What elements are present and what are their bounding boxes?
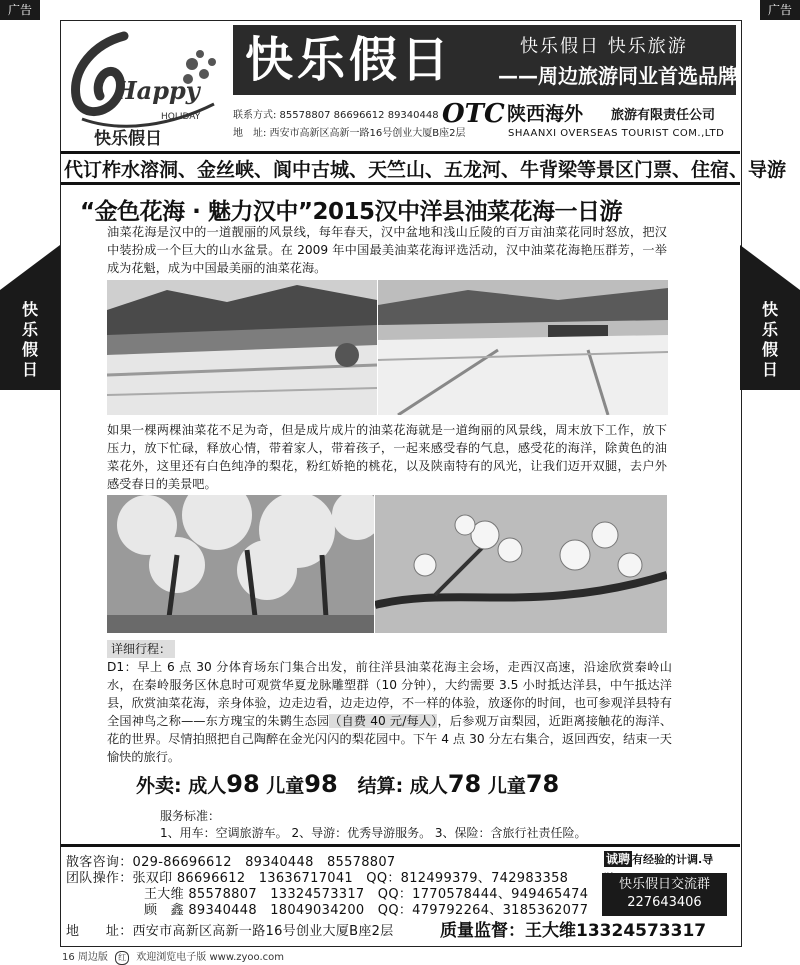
side-char: 乐: [761, 320, 778, 339]
otc-logo: OTC: [442, 99, 505, 129]
itinerary-label: 详细行程：: [107, 640, 175, 658]
headline: “金色花海 · 魅力汉中”2015汉中洋县油菜花海一日游: [80, 199, 622, 225]
contact-phone: 联系方式: 85578807 86696612 89340448: [233, 110, 439, 121]
pear-orchard-photo: [107, 495, 374, 633]
price-line: [136, 770, 559, 798]
ad-label-right: 广告: [760, 0, 800, 20]
banner-slogan: 快乐假日 快乐旅游: [520, 36, 688, 57]
settle-child-price: 78: [525, 770, 560, 798]
team-contact-gu: 顾 鑫 89340448 18049034200 QQ：479792264、3185362077: [144, 903, 589, 918]
retail-label: 外卖:: [136, 775, 182, 797]
itinerary-day1: [107, 658, 672, 766]
side-char: 快: [21, 300, 38, 319]
recruit-banner: [604, 848, 724, 870]
settle-label: 结算:: [357, 775, 404, 797]
ad-label-left: 广告: [0, 0, 40, 20]
footer-address: 地 址：西安市高新区高新一路16号创业大厦B座2层: [66, 924, 394, 939]
services-divider: [61, 182, 740, 185]
side-char: 假: [21, 340, 38, 359]
group-name: 快乐假日交流群: [618, 877, 710, 892]
side-tab-right-corner: [740, 245, 800, 290]
recruit-text: 有经验的计调.导: [632, 853, 714, 866]
side-char: 快: [761, 300, 778, 319]
side-char: 日: [21, 360, 38, 379]
company-name-en: SHAANXI OVERSEAS TOURIST COM.,LTD: [508, 128, 725, 139]
footer-divider: [61, 844, 740, 847]
logo-holiday: HOLIDAY: [161, 112, 201, 122]
service-standard: [160, 808, 587, 842]
group-number: 227643406: [627, 895, 702, 910]
side-tab-left: [0, 290, 60, 390]
service-standard-items: 1、用车：空调旅游车。 2、导游：优秀导游服务。 3、保险：含旅行社责任险。: [160, 826, 587, 840]
rapeseed-field-photo: [107, 280, 377, 415]
itinerary-fee-note: （自费 40 元/每人）: [329, 714, 438, 728]
page-number: 16 周边版: [62, 952, 108, 963]
body-paragraph: 如果一棵两棵油菜花不足为奇，但是成片成片的油菜花海就是一道绚丽的风景线，周末放下工作，放下压力，放下忙碌，释放心情，带着家人，带着孩子，一起来感受春的气息，感受花的海洋，除黄色的油菜花外，这里还有白色纯净的梨花，粉红娇艳的桃花，以及陕南特有的风光，让我们迈开双腿，去户外感受春日的美景吧。: [107, 423, 667, 491]
intro-paragraph: 油菜花海是汉中的一道靓丽的风景线，每年春天，汉中盆地和浅山丘陵的百万亩油菜花同时怒放，把汉中装扮成一个巨大的山水盆景。在 2009 年中国最美油菜花海评选活动，汉中油菜花海艳压群芳，一举成为花魁，成为中国最美丽的油菜花海。: [107, 225, 667, 275]
side-char: 乐: [21, 320, 38, 339]
page-footer: [62, 948, 284, 965]
services-line: 代订柞水溶洞、金丝峡、阆中古城、天竺山、五龙河、牛背梁等景区门票、住宿、导游: [64, 159, 787, 181]
retail-consult: 散客咨询：029-86696612 89340448 85578807: [66, 855, 396, 870]
header-divider: [61, 151, 740, 154]
side-tab-right: [740, 290, 800, 390]
side-char: 日: [761, 360, 778, 379]
company-name-cn: 陕西海外: [507, 103, 584, 125]
quality-supervision: 质量监督：王大维13324573317: [440, 921, 707, 941]
recruit-tag: 诚聘: [606, 852, 631, 866]
retail-adult-price: 98: [226, 770, 260, 798]
brand-title: 快乐假日: [245, 32, 454, 88]
itinerary-day1-text-cont: ，后参观万亩梨园，近距离接触花的海洋、花的世界。尽情拍照把自己陶醉在金光闪闪的梨花园中。下午 4 点 30 分左右集合，返回西安，结束一天愉快的旅行。: [107, 714, 673, 764]
side-char: 假: [761, 340, 778, 359]
settle-adult-price: 78: [447, 770, 482, 798]
team-ops: 团队操作：张双印 86696612 13636717041 QQ：812499379、742983358: [66, 871, 569, 886]
logo-script: Happy: [114, 76, 200, 105]
retail-child-label: 儿童: [266, 775, 305, 797]
company-suffix: 旅游有限责任公司: [611, 108, 716, 123]
contact-address: 地 址: 西安市高新区高新一路16号创业大厦B座2层: [233, 128, 466, 139]
retail-child-price: 98: [304, 770, 338, 798]
settle-adult-label: 成人: [409, 775, 448, 797]
settle-child-label: 儿童: [487, 775, 526, 797]
pear-blossom-closeup-photo: [375, 495, 667, 633]
side-tab-left-corner: [0, 245, 60, 290]
village-fields-photo: [378, 280, 668, 415]
banner-tagline: ——周边旅游同业首选品牌: [498, 64, 738, 88]
service-standard-title: 服务标准：: [160, 809, 221, 823]
happy-holiday-logo: [64, 24, 229, 150]
footer-url-text: 欢迎浏览电子版 www.zyoo.com: [136, 952, 285, 963]
qq-group-box: [602, 873, 727, 916]
logo-cn: 快乐假日: [94, 129, 162, 149]
retail-adult-label: 成人: [188, 775, 227, 797]
itinerary-day1-text: D1：早上 6 点 30 分体育场东门集合出发，前往洋县油菜花海主会场，走西汉高速，沿途欣赏秦岭山水，在秦岭服务区休息时可观赏华夏龙脉雕塑群（10 分钟），大约需要 3.5 小时抵达洋县，中午抵达洋县，欣赏油菜花海，亲身体验，边走边看，边走边停，不一样的体验，放逐你的时间，也可参观洋县特有全国神鸟之称——东方瑰宝的朱鹮生态园: [107, 660, 672, 728]
team-contact-wang: 王大维 85578807 13324573317 QQ：1770578444、949465474: [144, 887, 589, 902]
red-badge-icon: 红: [115, 951, 129, 965]
